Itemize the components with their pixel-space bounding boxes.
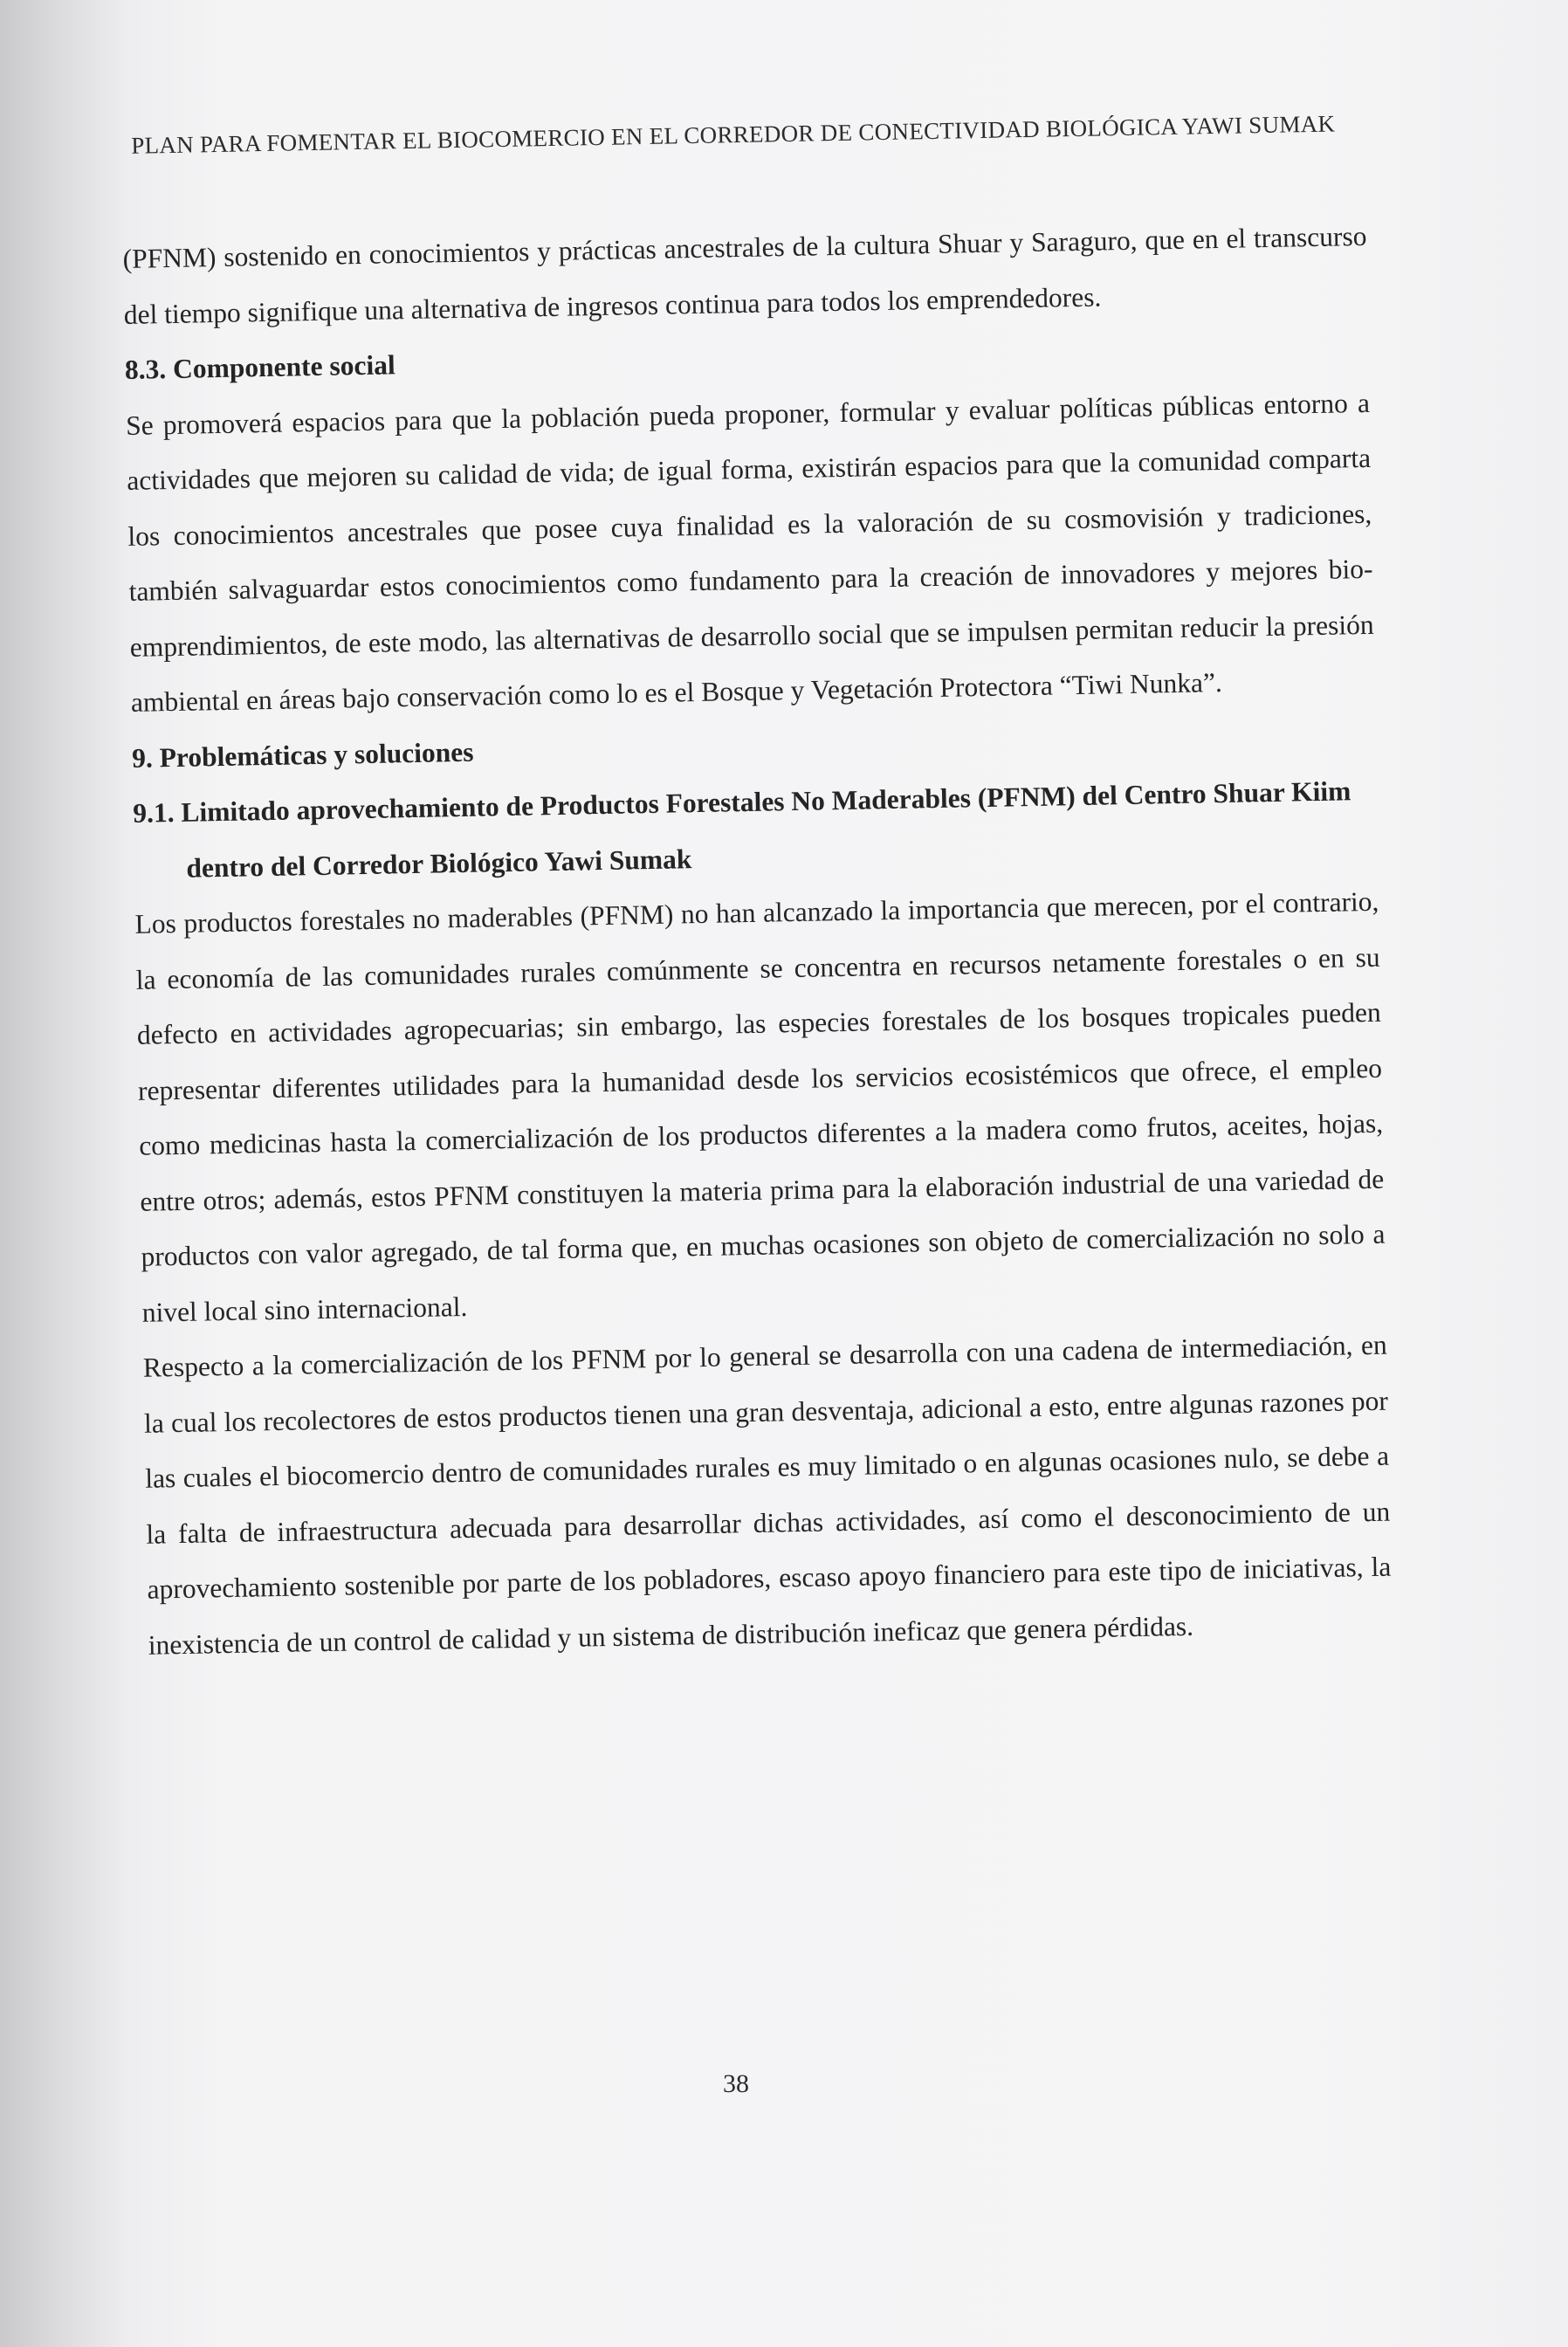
pfnm-paragraph: Los productos forestales no maderables (PFNM) no han alcanzado la importancia que merecen, por el contrario, la economía de las comunidades rurales comúnmente se concentra en recursos netamente forestales o en su defecto en actividades agropecuarias; sin embargo, las especies forestales de los bosques tropicales pueden representar diferentes utilidades para la humanidad desde los servicios ecosistémicos que ofrece, el empleo como medicinas hasta la comercialización de los productos diferentes a la madera como frutos, aceites, hojas, entre otros; además, estos PFNM constituyen la materia prima para la elaboración industrial de una variedad de productos con valor agregado, de tal forma que, en muchas ocasiones son objeto de comercialización no solo a nivel local sino internacional. <box>134 885 1386 1328</box>
social-component-paragraph: Se promoverá espacios para que la población pueda proponer, formular y evaluar políticas públicas entorno a actividades que mejoren su calidad de vida; de igual forma, existirán espacios para que la comunidad comparta los conocimientos ancestrales que posee cuya finalidad es la valoración de su cosmovisión y tradiciones, también salvaguardar estos conocimientos como fundamento para la creación de innovadores y mejores bio-emprendimientos, de este modo, las alternativas de desarrollo social que se impulsen permitan reducir la presión ambiental en áreas bajo conservación como lo es el Bosque y Vegetación Protectora “Tiwi Nunka”. <box>125 387 1374 718</box>
section-heading-8-3: 8.3. Componente social <box>124 349 395 385</box>
commercialization-paragraph: Respecto a la comercialización de los PFNM por lo general se desarrolla con una cadena de intermediación, en la cual los recolectores de estos productos tienen una gran desventaja, adicional a esto, entre algunas razones por las cuales el biocomercio dentro de comunidades rurales es muy limitado o en algunas ocasiones nulo, se debe a la falta de infraestructura adecuada para desarrollar dichas actividades, así como el desconocimiento de un aprovechamiento sostenible por parte de los pobladores, escaso apoyo financiero para este tipo de iniciativas, la inexistencia de un control de calidad y un sistema de distribución ineficaz que genera pérdidas. <box>142 1329 1392 1661</box>
section-heading-9: 9. Problemáticas y soluciones <box>131 736 474 774</box>
page-number: 38 <box>723 2069 749 2098</box>
section-heading-9-1: 9.1. Limitado aprovechamiento de Productos Forestales No Maderables (PFNM) del Centro Shuar Kiim dentro del Corredor Biológico Yawi Sumak <box>132 775 1351 884</box>
page-content <box>120 110 1393 1673</box>
running-header: PLAN PARA FOMENTAR EL BIOCOMERCIO EN EL CORREDOR DE CONECTIVIDAD BIOLÓGICA YAWI SUMAK <box>130 110 1336 159</box>
intro-paragraph: (PFNM) sostenido en conocimientos y prácticas ancestrales de la cultura Shuar y Saraguro, que en el transcurso del tiempo signifique una alternativa de ingresos continua para todos los emprendedores. <box>122 220 1367 330</box>
